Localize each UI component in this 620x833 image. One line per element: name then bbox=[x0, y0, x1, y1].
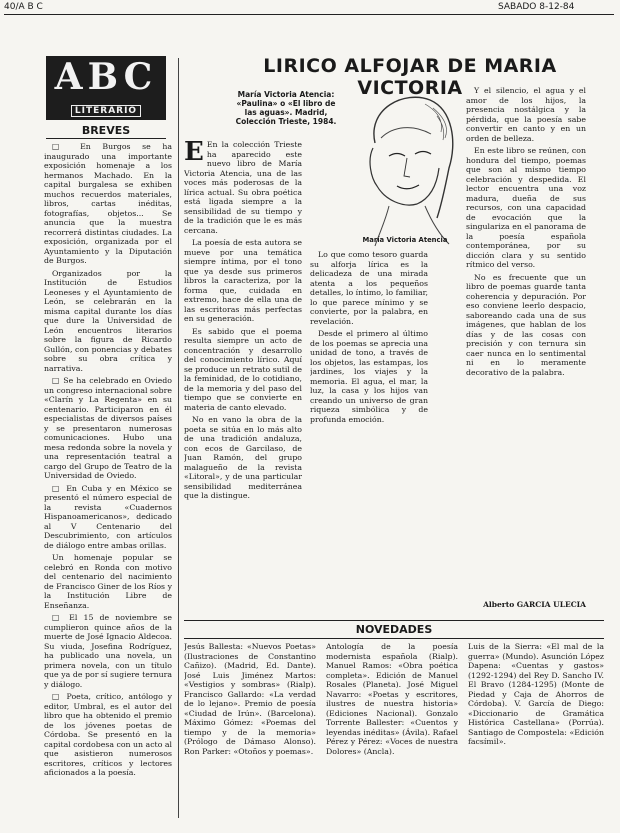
portrait-illustration bbox=[345, 88, 465, 248]
novedades-column-2 bbox=[326, 642, 458, 822]
breves-item: □ Poeta, crítico, antólogo y editor, Umbral, es el autor del libro que ha obtenido el premio de los jóvenes poetas de Córdoba. Se presentó en la capital cordobesa con un acto al que asistieron numerosos escritores, críticos y lectores aficionados a la poesía. bbox=[44, 692, 172, 777]
article-paragraph: En este libro se reúnen, con hondura del tiempo, poemas que son al mismo tiempo celebración y despedida. El lector encuentra una voz madura, dueña de sus recursos, con una capacidad de evocación que la singulariza en el panorama de la poesía española contemporánea, por su dicción clara y su sentido rítmico del verso. bbox=[466, 146, 586, 269]
breves-item: □ El 15 de noviembre se cumplieron quince años de la muerte de José Ignacio Aldecoa. Su viuda, Josefina Rodríguez, ha publicado una novela, un primera novela, con un título que ya de por sí sugiere ternura y diálogo. bbox=[44, 613, 172, 689]
article-paragraph: Y el silencio, el agua y el amor de los hijos, la presencia nostálgica y la pérdida, que la poesía sabe convertir en canto y en un orden de belleza. bbox=[466, 86, 586, 143]
breves-rule bbox=[46, 138, 166, 139]
article-column-1 bbox=[184, 140, 302, 613]
novedades-text: Luis de la Sierra: «El mal de la guerra» (Mundo). Asunción López Dapena: «Cuentas y gastos» (1292-1294) del Rey D. Sancho IV. El Bravo (1284-1295) (Monte de Piedad y Caja de Ahorros de Córdoba). V. García de Diego: «Diccionario de Gramática Histórica Castellana» (Porrúa). Santiago de Compostela: «Edición facsímil». bbox=[468, 642, 604, 746]
novedades-column-1 bbox=[184, 642, 316, 822]
header-rule bbox=[4, 14, 614, 15]
novedades-text: Antología de la poesía modernista española (Rialp). Manuel Ramos: «Obra poética completa». Edición de Manuel Rosales (Planeta). José Miguel Navarro: «Poetas y escritores, ilustres de nuestra historia» (Ediciones Nacional). Gonzalo Torrente Ballester: «Cuentos y leyendas inéditas» (Ávila). Rafael Pérez y Pérez: «Voces de nuestra Dolores» (Ancla). bbox=[326, 642, 458, 756]
breves-column bbox=[44, 142, 172, 815]
logo-sub: LITERARIO bbox=[71, 105, 141, 117]
novedades-rule-top bbox=[184, 620, 604, 621]
article-paragraph bbox=[184, 140, 302, 235]
article-paragraph: La poesía de esta autora se mueve por una temática siempre íntima, por el tono que ya desde sus primeros libros la caracteriza, por la forma que, cuidada en extremo, hace de ella una de las escritoras más perfectas en su generación. bbox=[184, 238, 302, 323]
article-column-3 bbox=[466, 86, 586, 596]
breves-item: Organizados por la Institución de Estudios Leoneses y el Ayuntamiento de León, se celebrarán en la misma capital durante los días que dure la Universidad de León encuentros literarios sobre la figura de Ricardo Gullón, con ponencias y debates sobre su obra crítica y narrativa. bbox=[44, 268, 172, 373]
novedades-rule bbox=[184, 638, 604, 639]
article-paragraph: No es frecuente que un libro de poemas guarde tanta coherencia y depuración. Por eso conviene leerlo despacio, saboreando cada una de sus imágenes, que hablan de los días y de las cosas con precisión y con ternura sin caer nunca en lo sentimental ni en lo meramente decorativo de la palabra. bbox=[466, 272, 586, 377]
breves-item: □ En Cuba y en México se presentó el número especial de la revista «Cuadernos Hispanoamericanos», dedicado al V Centenario del Descubrimiento, con artículos de diálogo entre ambas orillas. bbox=[44, 483, 172, 550]
novedades-column-3 bbox=[468, 642, 604, 822]
article-title: LIRICO ALFOJAR DE MARIA VICTORIA bbox=[263, 55, 557, 99]
portrait-caption: María Victoria Atencia bbox=[362, 236, 448, 244]
breves-item: □ Se ha celebrado en Oviedo un congreso internacional sobre «Clarín y La Regenta» en su centenario. Participaron en él especialistas de diversos países y se presentaron numerosas comunicaciones. Hubo una mesa redonda sobre la novela y una representación teatral a cargo del Grupo de Teatro de la Universidad de Oviedo. bbox=[44, 376, 172, 480]
breves-title: BREVES bbox=[81, 124, 131, 137]
article-paragraph: Desde el primero al último de los poemas se aprecia una unidad de tono, a través de los objetos, las estampas, los jardines, los viajes y la memoria. El agua, el mar, la luz, la casa y los hijos van creando un universo de gran riqueza simbólica y de profunda emoción. bbox=[310, 329, 428, 424]
breves-item: □ En Burgos se ha inaugurado una importante exposición homenaje a los hermanos Machado. En la capital burgalesa se exhiben muchos recuerdos materiales, libros, cartas inéditas, fotografías, objetos... Se anuncia que la muestra recorrerá distintas ciudades. La exposición, organizada por el Ayuntamiento y la Diputación de Burgos. bbox=[44, 142, 172, 265]
breves-item: Un homenaje popular se celebró en Ronda con motivo del centenario del nacimiento de Francisco Giner de los Ríos y la Institución Libre de Enseñanza. bbox=[44, 553, 172, 610]
novedades-text: Jesús Ballesta: «Nuevos Poetas» (Ilustraciones de Constantino Cañizo). (Madrid, Ed. Dante). José Luis Jiménez Martos: «Vestigios y sombras» (Rialp). Francisco Gallardo: «La verdad de lo lejano». Premio de poesía «Ciudad de Irún». (Barcelona). Máximo Gómez: «Poemas del tiempo y de la memoria» (Prólogo de Dámaso Alonso). Ron Parker: «Otoños y poemas». bbox=[184, 642, 316, 756]
article-paragraph-text: En la colección Trieste ha aparecido este nuevo libro de María Victoria Atencia, una de las voces más poderosas de la lírica actual. Su obra poética está ligada siempre a la sensibilidad de su tiempo y de la tradición que le es más cercana. bbox=[184, 140, 302, 235]
article-signature: Alberto GARCIA ULECIA bbox=[483, 600, 586, 609]
book-reference: María Victoria Atencia: «Paulina» o «El libro de las aguas». Madrid, Colección Trieste, 1984. bbox=[235, 90, 337, 126]
logo-main: ABC bbox=[54, 56, 158, 98]
page-label: 40/A B C bbox=[4, 2, 43, 12]
article-paragraph: Lo que como tesoro guarda su alforja lírica es la delicadeza de una mirada atenta a los pequeños detalles, lo íntimo, lo familiar, lo que parece mínimo y se convierte, por la palabra, en revelación. bbox=[310, 250, 428, 326]
article-paragraph: No en vano la obra de la poeta se sitúa en lo más alto de una tradición andaluza, con ecos de Garcilaso, de Juan Ramón, del grupo malagueño de la revista «Litoral», y de una particular sensibilidad mediterránea que la distingue. bbox=[184, 415, 302, 500]
page-date: SABADO 8-12-84 bbox=[498, 2, 575, 12]
abc-literario-logo bbox=[46, 56, 166, 120]
article-paragraph: Es sabido que el poema resulta siempre un acto de concentración y desarrollo del conocimiento lírico. Aquí se produce un retrato sutil de la feminidad, de lo cotidiano, de la memoria y del paso del tiempo que se convierte en materia de canto elevado. bbox=[184, 326, 302, 412]
article-column-2 bbox=[310, 250, 428, 613]
column-divider bbox=[178, 58, 179, 818]
novedades-title: NOVEDADES bbox=[355, 623, 433, 636]
drop-cap: E bbox=[184, 140, 204, 167]
